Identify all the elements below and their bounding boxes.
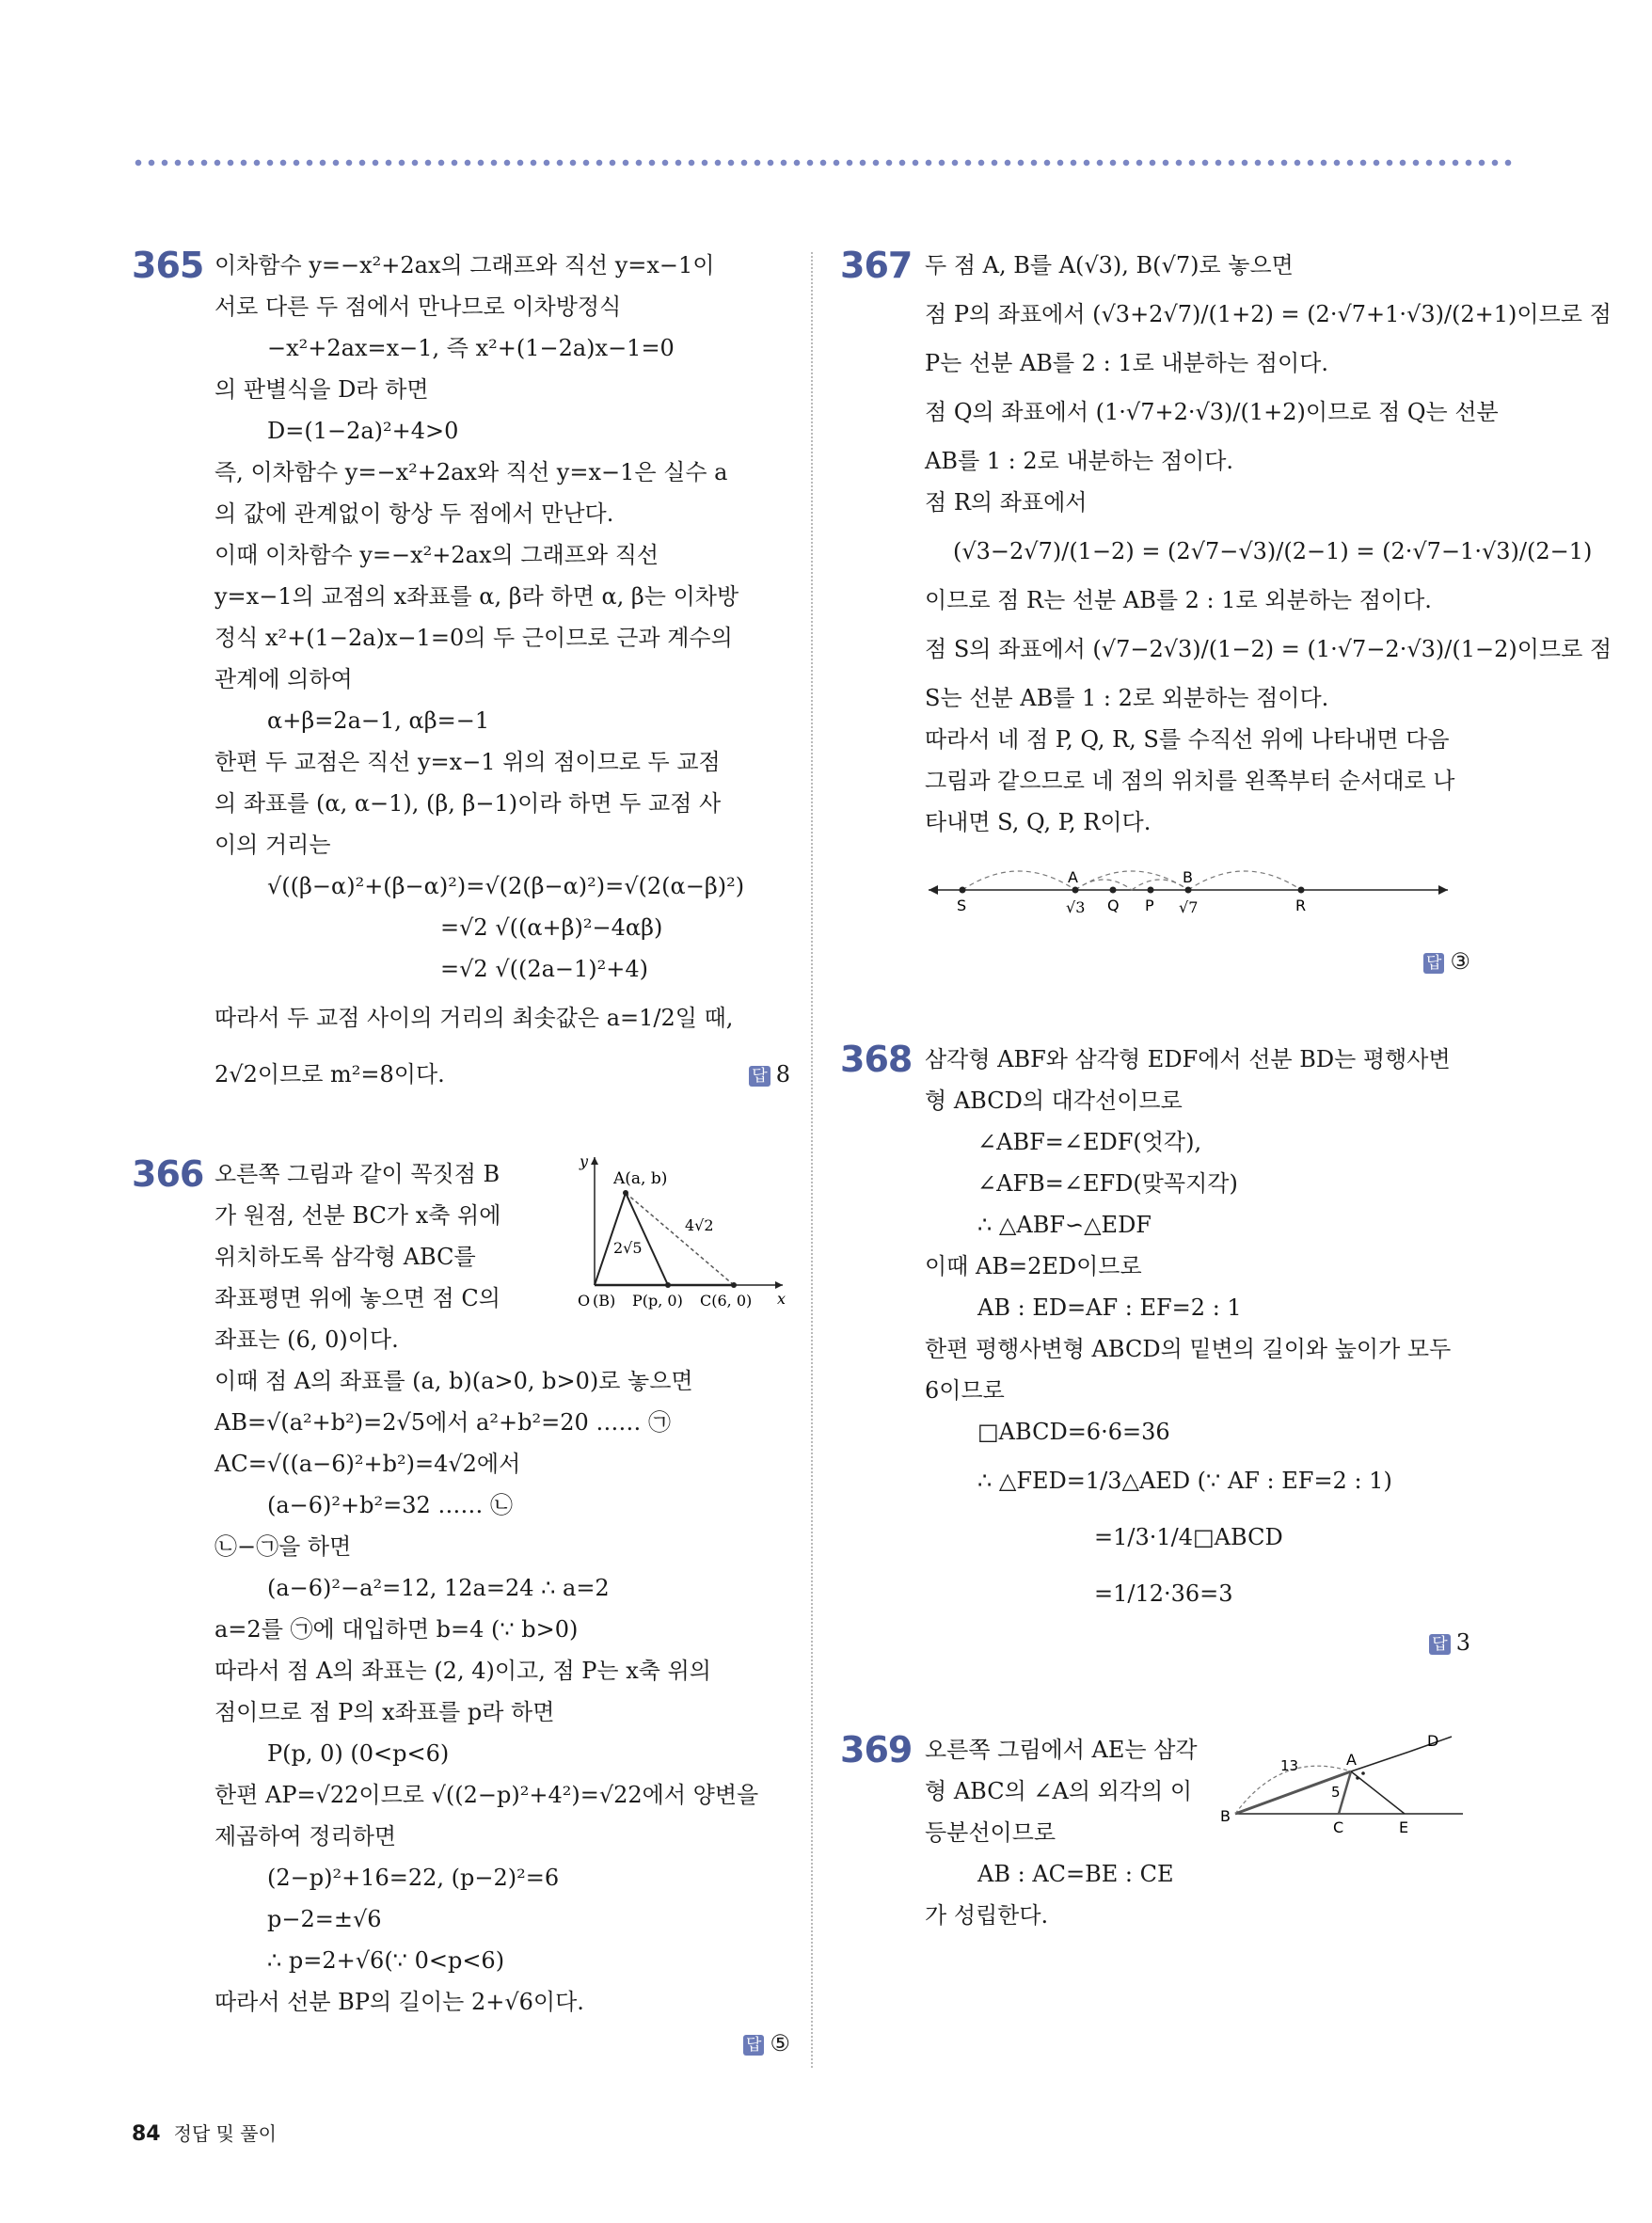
ab-length-label: 2√5 (613, 1239, 643, 1257)
point-e-label: E (1399, 1818, 1409, 1836)
answer (840, 941, 1470, 982)
equation-line: (a−6)²−a²=12, 12a=24 ∴ a=2 (267, 1575, 610, 1601)
triangle-bisector-figure (1216, 1729, 1470, 1842)
problem-367 (840, 245, 1612, 982)
text-line: 한편 AP=√22이므로 √((2−p)²+4²)=√22에서 양변을 (214, 1782, 759, 1808)
text-line: 이의 거리는 (214, 832, 331, 858)
problem-number: 367 (840, 245, 913, 286)
answer (840, 1622, 1470, 1663)
sqrt3-label: √3 (1066, 898, 1086, 916)
equation-line: √((β−α)²+(β−α)²)=√(2(β−α)²)=√(2(α−β)²) (267, 873, 745, 899)
equation-line: ∴ △FED=1/3△AED (∵ AF : EF=2 : 1) (977, 1468, 1392, 1494)
point-p-label: P (1145, 897, 1154, 914)
point-c-label: C (1333, 1818, 1344, 1836)
column-divider (811, 252, 813, 2068)
text-line: 따라서 점 A의 좌표는 (2, 4)이고, 점 P는 x축 위의 (214, 1658, 711, 1684)
problem-number: 368 (840, 1039, 913, 1080)
answer-tag: 답 (1423, 953, 1444, 974)
equation-line: ∠ABF=∠EDF(엇각), (977, 1129, 1202, 1155)
text-line: AB를 1 : 2로 내분하는 점이다. (925, 448, 1234, 474)
equation-line: D=(1−2a)²+4>0 (267, 418, 459, 444)
triangle-figure (574, 1153, 790, 1313)
text-line: 형 ABC의 ∠A의 외각의 이 (925, 1778, 1193, 1804)
text-line: 의 좌표를 (α, α−1), (β, β−1)이라 하면 두 교점 사 (214, 790, 722, 817)
y-axis-label: y (580, 1153, 589, 1170)
text-line: 점 P의 좌표에서 (√3+2√7)/(1+2) = (2·√7+1·√3)/(2+1)이므로 점 (925, 301, 1612, 327)
equation-line: AB : ED=AF : EF=2 : 1 (977, 1294, 1242, 1321)
equation-line: α+β=2a−1, αβ=−1 (267, 707, 490, 734)
point-q-label: Q (1107, 897, 1120, 914)
footer-title: 정답 및 풀이 (173, 2122, 277, 2145)
text-line: 정식 x²+(1−2a)x−1=0의 두 근이므로 근과 계수의 (214, 625, 733, 651)
equation-line: ∠AFB=∠EFD(맞꼭지각) (977, 1170, 1238, 1197)
answer-value: 3 (1455, 1629, 1470, 1656)
sqrt7-label: √7 (1179, 898, 1199, 916)
problem-369 (840, 1729, 1499, 1936)
text-line: 따라서 선분 BP의 길이는 2+√6이다. (214, 1989, 584, 2015)
point-a-label: A (1346, 1751, 1357, 1769)
equation-line: P(p, 0) (0<p<6) (267, 1740, 450, 1767)
text-line: 이때 이차함수 y=−x²+2ax의 그래프와 직선 (214, 542, 659, 568)
text-line: 그림과 같으므로 네 점의 위치를 왼쪽부터 순서대로 나 (925, 768, 1455, 794)
answer-value: ③ (1450, 948, 1470, 975)
answer-tag: 답 (1429, 1634, 1450, 1655)
solution-body (925, 1039, 1499, 1622)
answer-tag: 답 (743, 2035, 764, 2056)
equation-line: =√2 √((α+β)²−4αβ) (440, 914, 663, 941)
equation-line: ∴ △ABF∽△EDF (977, 1212, 1152, 1238)
text-line: 삼각형 ABF와 삼각형 EDF에서 선분 BD는 평행사변 (925, 1046, 1451, 1072)
equation-line: AC=√((a−6)²+b²)=4√2에서 (214, 1451, 521, 1477)
text-line: 점 R의 좌표에서 (925, 489, 1088, 516)
equation-line: □ABCD=6·6=36 (977, 1419, 1170, 1445)
text-line: ㉡−㉠을 하면 (214, 1533, 352, 1560)
text-line: 점 S의 좌표에서 (√7−2√3)/(1−2) = (1·√7−2·√3)/(1−2)이므로 점 (925, 636, 1612, 662)
text-line: 한편 평행사변형 ABCD의 밑변의 길이와 높이가 모두 (925, 1336, 1452, 1362)
ab-length-label: 13 (1280, 1757, 1299, 1774)
equation-line: p−2=±√6 (267, 1906, 382, 1932)
text-line: 한편 두 교점은 직선 y=x−1 위의 점이므로 두 교점 (214, 749, 721, 775)
answer-value: 8 (775, 1061, 790, 1088)
solution-body (925, 245, 1612, 941)
text-line: 이때 점 A의 좌표를 (a, b)(a>0, b>0)로 놓으면 (214, 1368, 693, 1394)
point-b-label: B (1183, 868, 1193, 886)
text-line: 이차함수 y=−x²+2ax의 그래프와 직선 y=x−1이 (214, 252, 715, 278)
point-b-label: B (1220, 1807, 1231, 1825)
text-line: 점이므로 점 P의 x좌표를 p라 하면 (214, 1699, 555, 1725)
text-line: 좌표평면 위에 놓으면 점 C의 (214, 1285, 500, 1311)
ac-length-label: 4√2 (685, 1216, 714, 1234)
page-number: 84 (132, 2122, 161, 2146)
text-line: y=x−1의 교점의 x좌표를 α, β라 하면 α, β는 이차방 (214, 583, 739, 610)
equation-line: (√3−2√7)/(1−2) = (2√7−√3)/(2−1) = (2·√7−1·√3)/(2−1) (953, 538, 1593, 564)
point-a-label: A (1068, 868, 1078, 886)
point-c-label: C(6, 0) (700, 1292, 753, 1310)
text-line: 의 값에 관계없이 항상 두 점에서 만난다. (214, 500, 614, 527)
text-line: 즉, 이차함수 y=−x²+2ax와 직선 y=x−1은 실수 a (214, 459, 728, 485)
text-line: 서로 다른 두 점에서 만나므로 이차방정식 (214, 294, 622, 320)
text-line: 2√2이므로 m²=8이다. (214, 1061, 445, 1088)
solution-body (214, 245, 790, 1103)
text-line: 가 성립한다. (925, 1902, 1049, 1929)
point-s-label: S (957, 897, 967, 914)
point-r-label: R (1295, 897, 1307, 914)
top-dotted-rule (132, 158, 1515, 167)
text-line: 등분선이므로 (925, 1819, 1056, 1846)
right-column (840, 245, 1612, 1936)
text-line: 관계에 의하여 (214, 666, 353, 692)
text-line: P는 선분 AB를 2 : 1로 내분하는 점이다. (925, 350, 1328, 376)
point-d-label: D (1427, 1732, 1439, 1750)
answer-tag: 답 (749, 1066, 770, 1087)
text-line: 의 판별식을 D라 하면 (214, 376, 429, 403)
text-line: 제곱하여 정리하면 (214, 1823, 397, 1850)
text-line: 오른쪽 그림에서 AE는 삼각 (925, 1737, 1198, 1763)
equation-line: (2−p)²+16=22, (p−2)²=6 (267, 1865, 560, 1891)
text-line: 위치하도록 삼각형 ABC를 (214, 1244, 476, 1270)
text-line: 좌표는 (6, 0)이다. (214, 1326, 399, 1353)
point-a-label: A(a, b) (613, 1169, 668, 1188)
point-b-label: (B) (593, 1292, 616, 1310)
problem-number: 365 (132, 245, 204, 286)
text-line: 점 Q의 좌표에서 (1·√7+2·√3)/(1+2)이므로 점 Q는 선분 (925, 399, 1499, 425)
problem-365 (132, 245, 790, 1103)
page-footer (132, 2119, 277, 2146)
point-p-label: P(p, 0) (632, 1292, 683, 1310)
text-line: 형 ABCD의 대각선이므로 (925, 1088, 1183, 1114)
text-line: 이때 AB=2ED이므로 (925, 1253, 1142, 1279)
text-line: 6이므로 (925, 1377, 1005, 1404)
text-line: a=2를 ㉠에 대입하면 b=4 (∵ b>0) (214, 1616, 579, 1643)
equation-line: AB=√(a²+b²)=2√5에서 a²+b²=20 …… ㉠ (214, 1409, 671, 1436)
left-column (132, 245, 790, 2064)
equation-line: −x²+2ax=x−1, 즉 x²+(1−2a)x−1=0 (267, 335, 675, 361)
text-line: 따라서 두 교점 사이의 거리의 최솟값은 a=1/2일 때, (214, 1005, 734, 1031)
equation-line: =1/12·36=3 (1094, 1580, 1233, 1607)
answer (132, 2023, 790, 2064)
equation-line: ∴ p=2+√6(∵ 0<p<6) (267, 1947, 505, 1974)
text-line: 두 점 A, B를 A(√3), B(√7)로 놓으면 (925, 252, 1294, 278)
x-axis-label: x (777, 1290, 786, 1308)
text-line: 오른쪽 그림과 같이 꼭짓점 B (214, 1161, 500, 1187)
equation-line: =√2 √((2a−1)²+4) (440, 956, 649, 982)
answer-value: ⑤ (770, 2030, 790, 2056)
origin-label: O (578, 1292, 591, 1310)
text-line: 가 원점, 선분 BC가 x축 위에 (214, 1202, 501, 1229)
equation-line: =1/3·1/4□ABCD (1094, 1524, 1283, 1550)
problem-366 (132, 1153, 790, 2064)
equation-line: (a−6)²+b²=32 …… ㉡ (267, 1492, 514, 1518)
text-line: 타내면 S, Q, P, R이다. (925, 809, 1152, 835)
text-line: 따라서 네 점 P, Q, R, S를 수직선 위에 나타내면 다음 (925, 726, 1450, 753)
equation-line: AB : AC=BE : CE (977, 1861, 1174, 1887)
problem-368 (840, 1039, 1499, 1663)
text-line: 이므로 점 R는 선분 AB를 2 : 1로 외분하는 점이다. (925, 587, 1432, 613)
ac-length-label: 5 (1331, 1784, 1341, 1801)
number-line-figure (925, 843, 1452, 928)
text-line: S는 선분 AB를 1 : 2로 외분하는 점이다. (925, 685, 1329, 711)
problem-number: 369 (840, 1729, 913, 1770)
problem-number: 366 (132, 1153, 204, 1195)
